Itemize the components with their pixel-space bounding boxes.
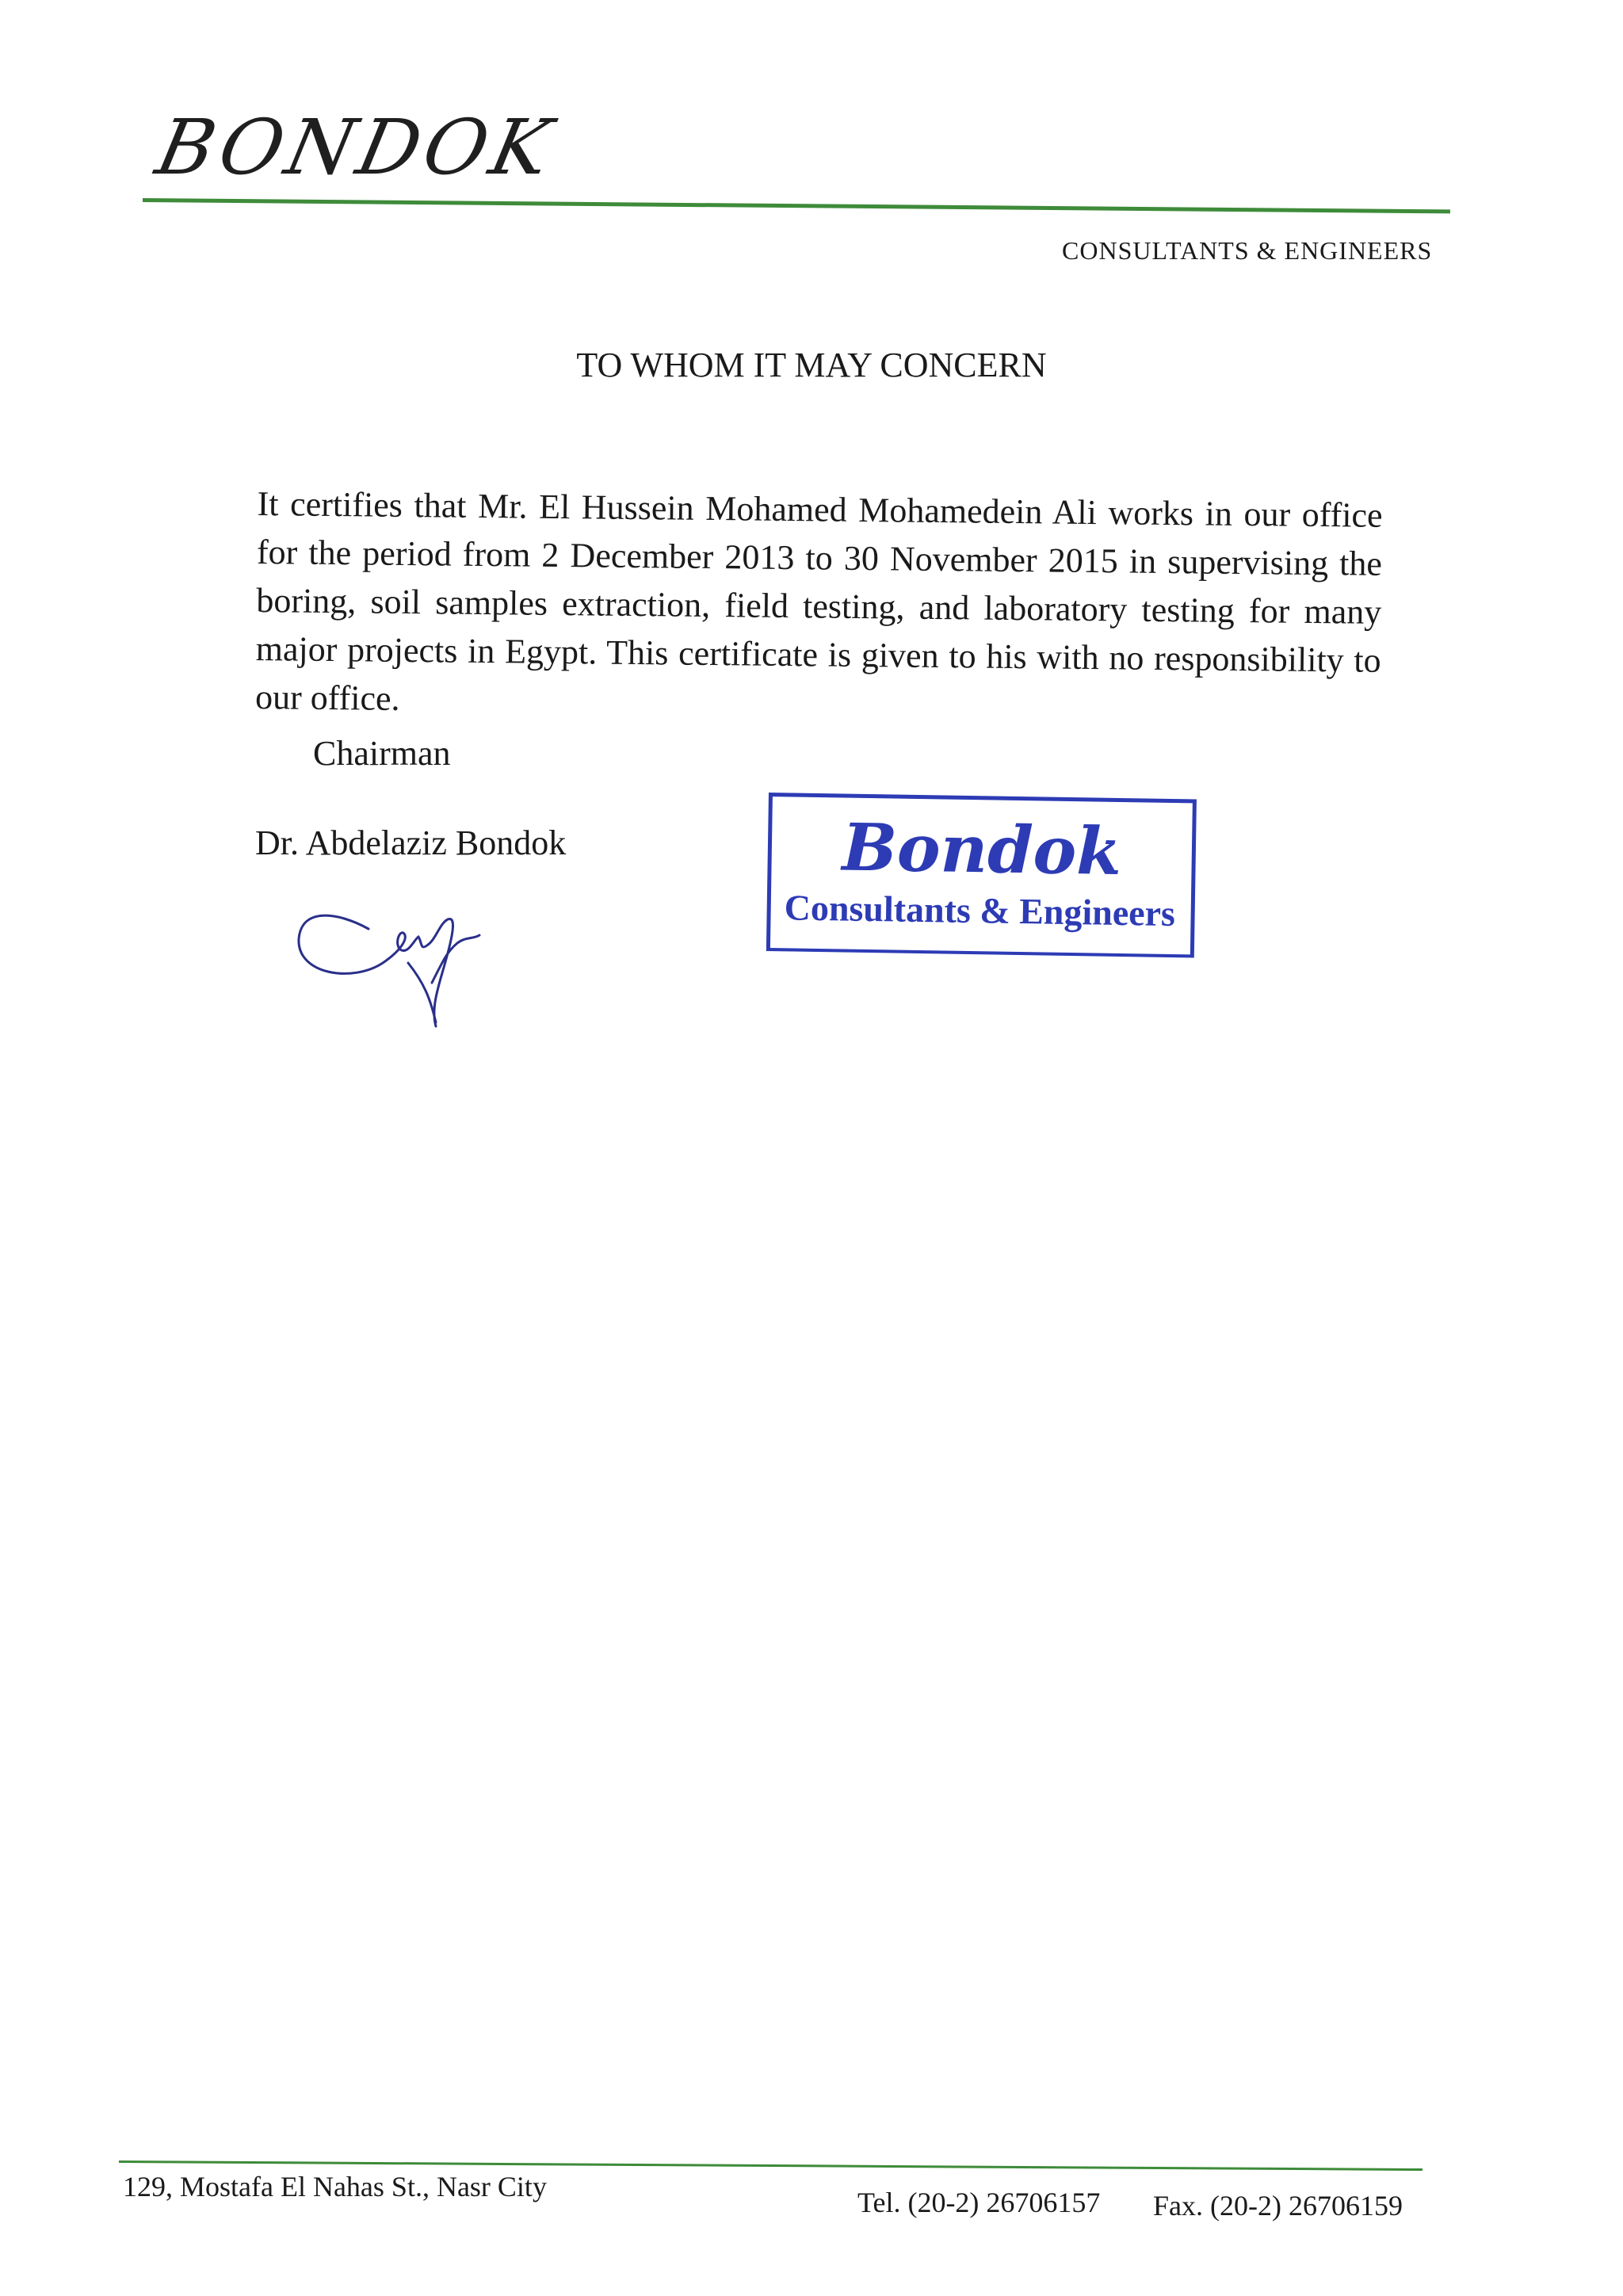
- footer-telephone: Tel. (20-2) 26706157: [857, 2187, 1101, 2218]
- handwritten-signature: [289, 864, 535, 1030]
- letterhead-tagline: CONSULTANTS & ENGINEERS: [1062, 236, 1433, 265]
- certificate-body: It certifies that Mr. El Hussein Mohamed Mohamedein Ali works in our office for the period from 2 December 2013 to 30 November 2015 in supervising the boring, soil samples extraction, field testing, and laboratory testing for many major projects in Egypt. This certificate is given to his with no responsibility to our office.: [254, 483, 1383, 718]
- letterhead-divider: [143, 198, 1450, 213]
- letter-heading: TO WHOM IT MAY CONCERN: [576, 346, 1047, 384]
- signatory-name: Dr. Abdelaziz Bondok: [255, 823, 567, 862]
- stamp-name: Bondok: [841, 809, 1122, 890]
- company-stamp: [766, 793, 1201, 962]
- footer-fax: Fax. (20-2) 26706159: [1153, 2190, 1403, 2222]
- footer-address: 129, Mostafa El Nahas St., Nasr City: [123, 2171, 547, 2202]
- stamp-subtitle: Consultants & Engineers: [784, 887, 1176, 934]
- signatory-title: Chairman: [313, 734, 451, 773]
- company-logo: BONDOK: [149, 103, 563, 192]
